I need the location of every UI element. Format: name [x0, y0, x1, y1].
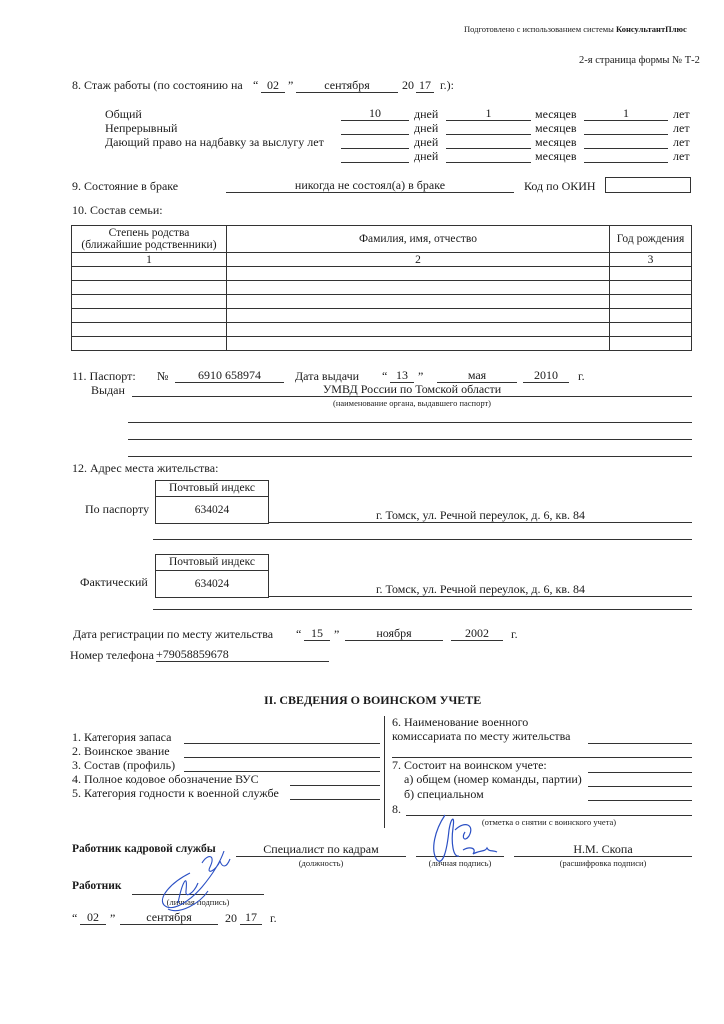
name-caption: (расшифровка подписи): [559, 858, 647, 868]
registration-label: Дата регистрации по месту жительства: [73, 627, 274, 641]
employee-label: Работник: [72, 880, 122, 892]
birth-year-cell[interactable]: [610, 295, 692, 309]
phone-label: Номер телефона: [70, 648, 154, 662]
column-number: 3: [610, 253, 692, 267]
family-title: 10. Состав семьи:: [72, 203, 163, 217]
issue-day-field[interactable]: 13: [390, 368, 414, 383]
composition-label: 3. Состав (профиль): [72, 758, 176, 772]
system-name: КонсультантПлюс: [616, 24, 687, 34]
column-header-text: Степень родства (ближайшие родственники): [81, 227, 217, 251]
table-row: [72, 295, 692, 309]
column-header-name: Фамилия, имя, отчество: [226, 226, 609, 253]
years-field[interactable]: 1: [584, 106, 668, 121]
hr-signature-icon: [425, 810, 505, 870]
column-header-birth-year: Год рождения: [610, 226, 692, 253]
name-cell[interactable]: [226, 267, 609, 281]
passport-address-extra-line[interactable]: [153, 539, 692, 540]
months-field[interactable]: [446, 120, 531, 135]
relation-cell[interactable]: [72, 267, 227, 281]
birth-year-cell[interactable]: [610, 267, 692, 281]
postal-index-label: Почтовый индекс: [156, 481, 268, 497]
issue-date-label: Дата выдачи: [295, 369, 360, 383]
name-cell[interactable]: [226, 281, 609, 295]
passport-address-field[interactable]: г. Томск, ул. Речной переулок, д. 6, кв. 84: [269, 508, 692, 523]
postal-index-label: Почтовый индекс: [156, 555, 268, 571]
issue-year-field[interactable]: 2010: [523, 368, 569, 383]
table-row: [72, 337, 692, 351]
passport-number-field[interactable]: 6910 658974: [175, 368, 284, 383]
days-unit: дней: [414, 121, 439, 135]
reserve-category-field[interactable]: [184, 729, 380, 744]
vus-code-field[interactable]: [290, 771, 380, 786]
prepared-with-text: Подготовлено с использованием системы: [464, 24, 616, 34]
employee-date-year-field[interactable]: 17: [240, 910, 262, 925]
composition-field[interactable]: [184, 757, 380, 772]
family-table-header: [72, 226, 692, 253]
years-unit: лет: [673, 149, 690, 163]
relation-cell[interactable]: [72, 337, 227, 351]
table-row: [72, 323, 692, 337]
quote-open: “: [296, 627, 302, 641]
seniority-row-label: Непрерывный: [105, 121, 178, 135]
family-table-column-numbers: [72, 253, 692, 267]
registration-month-field[interactable]: ноября: [345, 626, 443, 641]
quote-open: “: [382, 369, 388, 383]
employee-date-year-prefix: 20: [225, 911, 237, 925]
quote-close: ”: [334, 627, 340, 641]
birth-year-cell[interactable]: [610, 281, 692, 295]
column-header-relation: [72, 226, 227, 253]
relation-cell[interactable]: [72, 281, 227, 295]
issued-by-extra-line[interactable]: [128, 439, 692, 440]
actual-address-field[interactable]: г. Томск, ул. Речной переулок, д. 6, кв. 84: [269, 582, 692, 597]
prepared-with-note: [464, 24, 687, 34]
hr-position-field[interactable]: Специалист по кадрам: [236, 842, 406, 857]
reserve-category-label: 1. Категория запаса: [72, 730, 172, 744]
name-cell[interactable]: [226, 295, 609, 309]
deregistration-label: 8.: [392, 802, 401, 816]
position-caption: (должность): [298, 858, 344, 868]
column-number: 1: [72, 253, 227, 267]
table-row: [72, 267, 692, 281]
marital-status-field[interactable]: никогда не состоял(а) в браке: [226, 178, 514, 193]
days-field[interactable]: [341, 148, 409, 163]
months-field[interactable]: [446, 134, 531, 149]
phone-field[interactable]: +79058859678: [156, 647, 329, 662]
vus-code-label: 4. Полное кодовое обозначение ВУС: [72, 772, 259, 786]
military-section-title: II. СВЕДЕНИЯ О ВОИНСКОМ УЧЕТЕ: [264, 693, 482, 707]
days-field[interactable]: [341, 120, 409, 135]
postal-code-passport[interactable]: 634024: [194, 504, 230, 516]
birth-year-cell[interactable]: [610, 337, 692, 351]
days-unit: дней: [414, 149, 439, 163]
relation-cell[interactable]: [72, 309, 227, 323]
days-field[interactable]: [341, 134, 409, 149]
quote-open: “: [253, 78, 259, 92]
months-unit: месяцев: [535, 149, 577, 163]
years-field[interactable]: [584, 148, 668, 163]
birth-year-cell[interactable]: [610, 309, 692, 323]
months-unit: месяцев: [535, 107, 577, 121]
year-prefix: 20: [402, 78, 414, 92]
registration-status-field[interactable]: [588, 772, 692, 773]
issued-by-label: Выдан: [91, 383, 125, 397]
years-unit: лет: [673, 107, 690, 121]
special-registration-field[interactable]: [588, 800, 692, 801]
years-unit: лет: [673, 121, 690, 135]
special-registration-label: б) специальном: [404, 787, 484, 801]
relation-cell[interactable]: [72, 295, 227, 309]
years-field[interactable]: [584, 134, 668, 149]
years-unit: лет: [673, 135, 690, 149]
registration-year-suffix: г.: [511, 627, 518, 641]
registration-status-label: 7. Состоит на воинском учете:: [392, 758, 547, 772]
employee-date-suffix: г.: [270, 911, 277, 925]
years-field[interactable]: [584, 120, 668, 135]
quote-open: “: [72, 911, 78, 925]
okin-code-field[interactable]: [605, 177, 691, 193]
fitness-category-field[interactable]: [290, 785, 380, 800]
number-sign: №: [157, 369, 169, 383]
issued-by-caption: (наименование органа, выдавшего паспорт): [332, 398, 492, 408]
family-table: [71, 225, 692, 351]
table-row: [72, 309, 692, 323]
military-divider: [384, 716, 385, 828]
seniority-month-field[interactable]: сентября: [296, 78, 398, 93]
postal-code-box-actual: [155, 554, 269, 598]
actual-address-extra-line[interactable]: [153, 609, 692, 610]
address-title: 12. Адрес места жительства:: [72, 461, 219, 475]
relation-cell[interactable]: [72, 323, 227, 337]
issued-by-extra-line[interactable]: [128, 456, 692, 457]
seniority-day-field[interactable]: 02: [261, 78, 285, 93]
postal-code-box-passport: [155, 480, 269, 524]
name-cell[interactable]: [226, 323, 609, 337]
issued-by-field[interactable]: УМВД России по Томской области: [132, 382, 692, 397]
column-number: 2: [226, 253, 609, 267]
hr-worker-label: Работник кадровой службы: [72, 843, 216, 855]
commissariat-field[interactable]: [588, 743, 692, 744]
days-unit: дней: [414, 107, 439, 121]
quote-close: ”: [110, 911, 116, 925]
okin-label: Код по ОКИН: [524, 179, 596, 193]
quote-close: ”: [288, 78, 294, 92]
issue-month-field[interactable]: мая: [437, 368, 517, 383]
hr-signature-caption: (личная подпись): [428, 858, 492, 868]
days-unit: дней: [414, 135, 439, 149]
issued-by-extra-line[interactable]: [128, 422, 692, 423]
quote-close: ”: [418, 369, 424, 383]
seniority-row-label: Общий: [105, 107, 142, 121]
passport-label: 11. Паспорт:: [72, 369, 136, 383]
registration-day-field[interactable]: 15: [304, 626, 330, 641]
months-field[interactable]: 1: [446, 106, 531, 121]
name-cell[interactable]: [226, 337, 609, 351]
table-row: [72, 281, 692, 295]
months-unit: месяцев: [535, 121, 577, 135]
commissariat-label-line1: 6. Наименование военного: [392, 715, 529, 729]
registration-year-field[interactable]: 2002: [451, 626, 503, 641]
issue-year-suffix: г.: [578, 369, 585, 383]
months-unit: месяцев: [535, 135, 577, 149]
postal-code-actual[interactable]: 634024: [194, 578, 230, 590]
actual-label: Фактический: [80, 575, 148, 589]
employee-signature-caption: (личная подпись): [166, 897, 230, 907]
by-passport-label: По паспорту: [85, 502, 150, 516]
hr-name-field[interactable]: Н.М. Скопа: [514, 842, 692, 857]
name-cell[interactable]: [226, 309, 609, 323]
deregistration-caption: (отметка о снятии с воинского учета): [481, 817, 617, 827]
general-registration-field[interactable]: [588, 786, 692, 787]
marital-label: 9. Состояние в браке: [72, 179, 179, 193]
military-rank-label: 2. Воинское звание: [72, 744, 170, 758]
seniority-row-label: Дающий право на надбавку за выслугу лет: [105, 135, 324, 149]
military-rank-field[interactable]: [184, 743, 380, 758]
commissariat-label-line2: комиссариата по месту жительства: [392, 729, 571, 743]
employee-signature-icon: [150, 843, 240, 918]
seniority-title-suffix: г.):: [440, 78, 454, 92]
seniority-title: 8. Стаж работы (по состоянию на: [72, 78, 243, 92]
seniority-year-field[interactable]: 17: [416, 78, 434, 93]
fitness-category-label: 5. Категория годности к военной службе: [72, 786, 279, 800]
page-label: 2-я страница формы № Т-2: [579, 55, 700, 66]
months-field[interactable]: [446, 148, 531, 163]
employee-date-month-field[interactable]: сентября: [120, 910, 218, 925]
birth-year-cell[interactable]: [610, 323, 692, 337]
general-registration-label: а) общем (номер команды, партии): [404, 772, 582, 786]
days-field[interactable]: 10: [341, 106, 409, 121]
employee-date-day-field[interactable]: 02: [80, 910, 106, 925]
